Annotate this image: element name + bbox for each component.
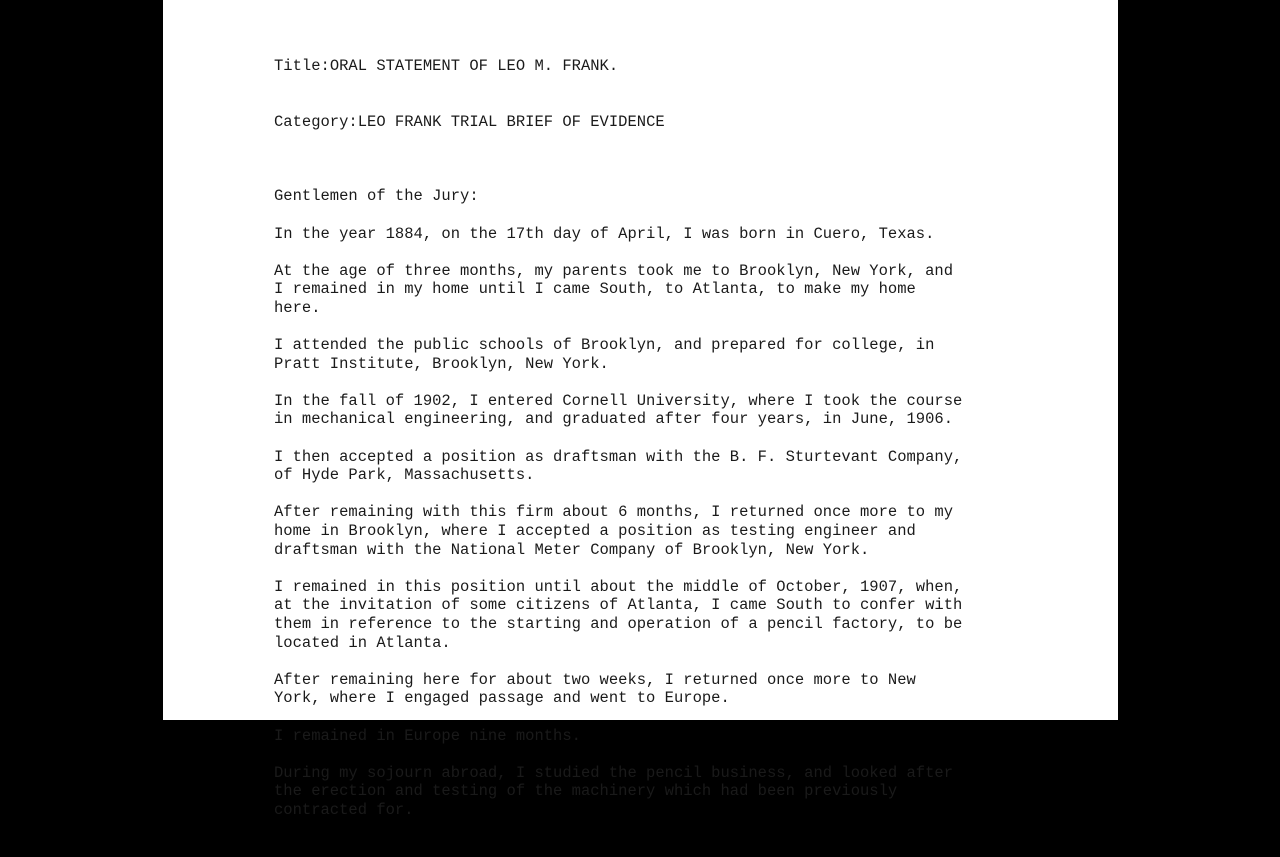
document-title: ORAL STATEMENT OF LEO M. FRANK.	[329, 57, 619, 76]
paragraph	[274, 392, 1034, 429]
paragraph	[274, 336, 1034, 373]
paragraph-line: contracted for.	[274, 800, 414, 819]
paragraph-line: at the invitation of some citizens of Atlanta, I came South to confer with	[274, 596, 963, 615]
paragraph-line: I remained in Europe nine months.	[274, 726, 581, 745]
document-category: LEO FRANK TRIAL BRIEF OF EVIDENCE	[357, 112, 665, 131]
category-label: Category:	[274, 112, 358, 131]
title-line	[274, 57, 1034, 76]
paragraph	[274, 727, 1034, 746]
paragraph-line: home in Brooklyn, where I accepted a position as testing engineer and	[274, 522, 916, 541]
paragraph	[274, 187, 1034, 206]
paragraph	[274, 503, 1034, 559]
paragraph	[274, 764, 1034, 820]
document-body	[274, 187, 1034, 819]
paragraph-line: During my sojourn abroad, I studied the pencil business, and looked after	[274, 763, 954, 782]
paragraph-line: of Hyde Park, Massachusetts.	[274, 466, 535, 485]
category-line	[274, 113, 1034, 132]
paragraph-line: them in reference to the starting and operation of a pencil factory, to be	[274, 615, 963, 633]
paragraph-line: In the year 1884, on the 17th day of April, I was born in Cuero, Texas.	[274, 224, 935, 243]
paragraph-line: Gentlemen of the Jury:	[274, 187, 479, 206]
document-text	[274, 20, 1034, 857]
paragraph-line: in mechanical engineering, and graduated after four years, in June, 1906.	[274, 410, 954, 429]
title-label: Title:	[274, 57, 330, 76]
paragraph-line: located in Atlanta.	[274, 633, 451, 652]
paragraph-line: After remaining here for about two weeks, I returned once more to New	[274, 670, 916, 689]
paragraph-line: I attended the public schools of Brooklyn, and prepared for college, in	[274, 336, 935, 355]
paragraph-line: At the age of three months, my parents took me to Brooklyn, New York, and	[274, 261, 954, 280]
paragraph	[274, 578, 1034, 652]
paragraph	[274, 448, 1034, 485]
paragraph	[274, 671, 1034, 708]
paragraph-line: After remaining with this firm about 6 months, I returned once more to my	[274, 503, 954, 522]
document-page	[163, 0, 1118, 819]
paragraph-line: the erection and testing of the machinery which had been previously	[274, 782, 898, 801]
paragraph-line: I remained in my home until I came South, to Atlanta, to make my home	[274, 280, 916, 299]
paragraph-line: draftsman with the National Meter Company of Brooklyn, New York.	[274, 540, 870, 559]
paragraph	[274, 262, 1034, 318]
paragraph-line: I remained in this position until about the middle of October, 1907, when,	[274, 577, 963, 596]
paragraph-line: here.	[274, 298, 321, 317]
paragraph-line: I then accepted a position as draftsman with the B. F. Sturtevant Company,	[274, 447, 963, 466]
paragraph-line: Pratt Institute, Brooklyn, New York.	[274, 354, 609, 373]
paragraph-line: In the fall of 1902, I entered Cornell University, where I took the course	[274, 391, 963, 410]
paragraph-line: York, where I engaged passage and went to Europe.	[274, 689, 730, 708]
paragraph	[274, 225, 1034, 244]
